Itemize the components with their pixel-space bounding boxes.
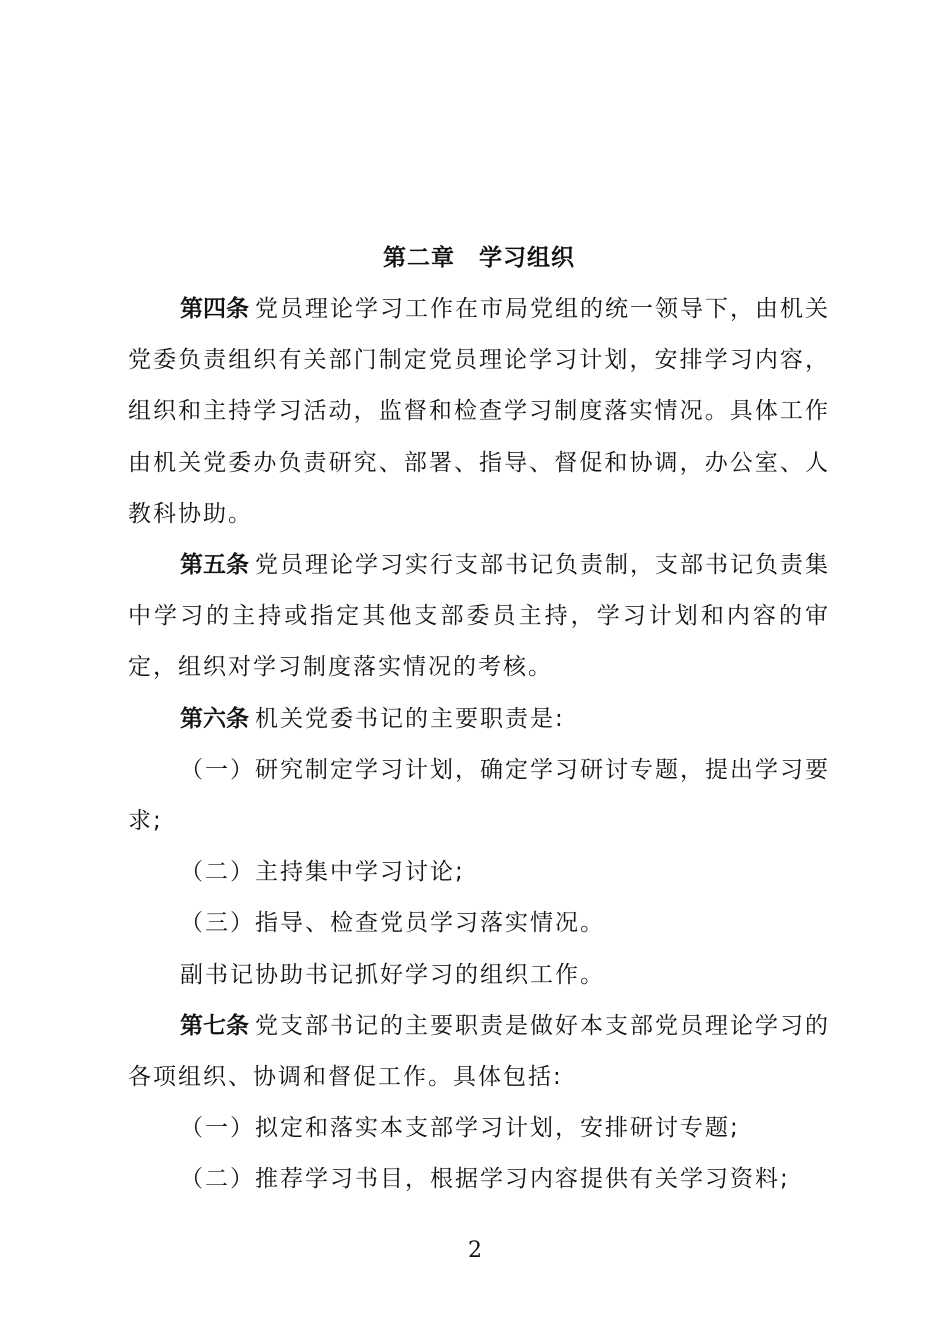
list-item-paragraph: （二）主持集中学习讨论; xyxy=(180,859,465,886)
article-paragraph-5 xyxy=(128,540,830,694)
list-item-paragraph: （一）拟定和落实本支部学习计划，安排研讨专题; xyxy=(180,1115,740,1142)
list-item-paragraph: （二）推荐学习书目，根据学习内容提供有关学习资料; xyxy=(180,1166,790,1193)
article-text: 党员理论学习工作在市局党组的统一领导下，由机关党委负责组织有关部门制定党员理论学习计划，安排学习内容，组织和主持学习活动，监督和检查学习制度落实情况。具体工作由机关党委办负责研究、部署、指导、督促和协调，办公室、人教科协助。 xyxy=(128,296,830,527)
article-label: 第七条 xyxy=(180,1012,249,1039)
article-label: 第五条 xyxy=(180,552,249,579)
list-item-paragraph: （三）指导、检查党员学习落实情况。 xyxy=(180,910,605,937)
article-label: 第四条 xyxy=(180,296,249,322)
body-paragraph: 副书记协助书记抓好学习的组织工作。 xyxy=(180,961,605,988)
article-paragraph-6 xyxy=(128,694,830,745)
article-text: 党支部书记的主要职责是做好本支部党员理论学习的各项组织、协调和督促工作。具体包括: xyxy=(128,1012,830,1091)
page-body xyxy=(128,232,830,1206)
article-label: 第六条 xyxy=(180,705,249,732)
article-paragraph-7 xyxy=(128,1001,830,1103)
chapter-title: 第二章 学习组织 xyxy=(383,245,575,271)
list-item-paragraph: （一）研究制定学习计划，确定学习研讨专题，提出学习要求; xyxy=(128,756,830,835)
article-text: 机关党委书记的主要职责是: xyxy=(255,705,565,732)
article-text: 党员理论学习实行支部书记负责制，支部书记负责集中学习的主持或指定其他支部委员主持，学习计划和内容的审定，组织对学习制度落实情况的考核。 xyxy=(128,552,830,681)
article-paragraph-4 xyxy=(128,284,830,540)
page-number: 2 xyxy=(468,1238,482,1263)
